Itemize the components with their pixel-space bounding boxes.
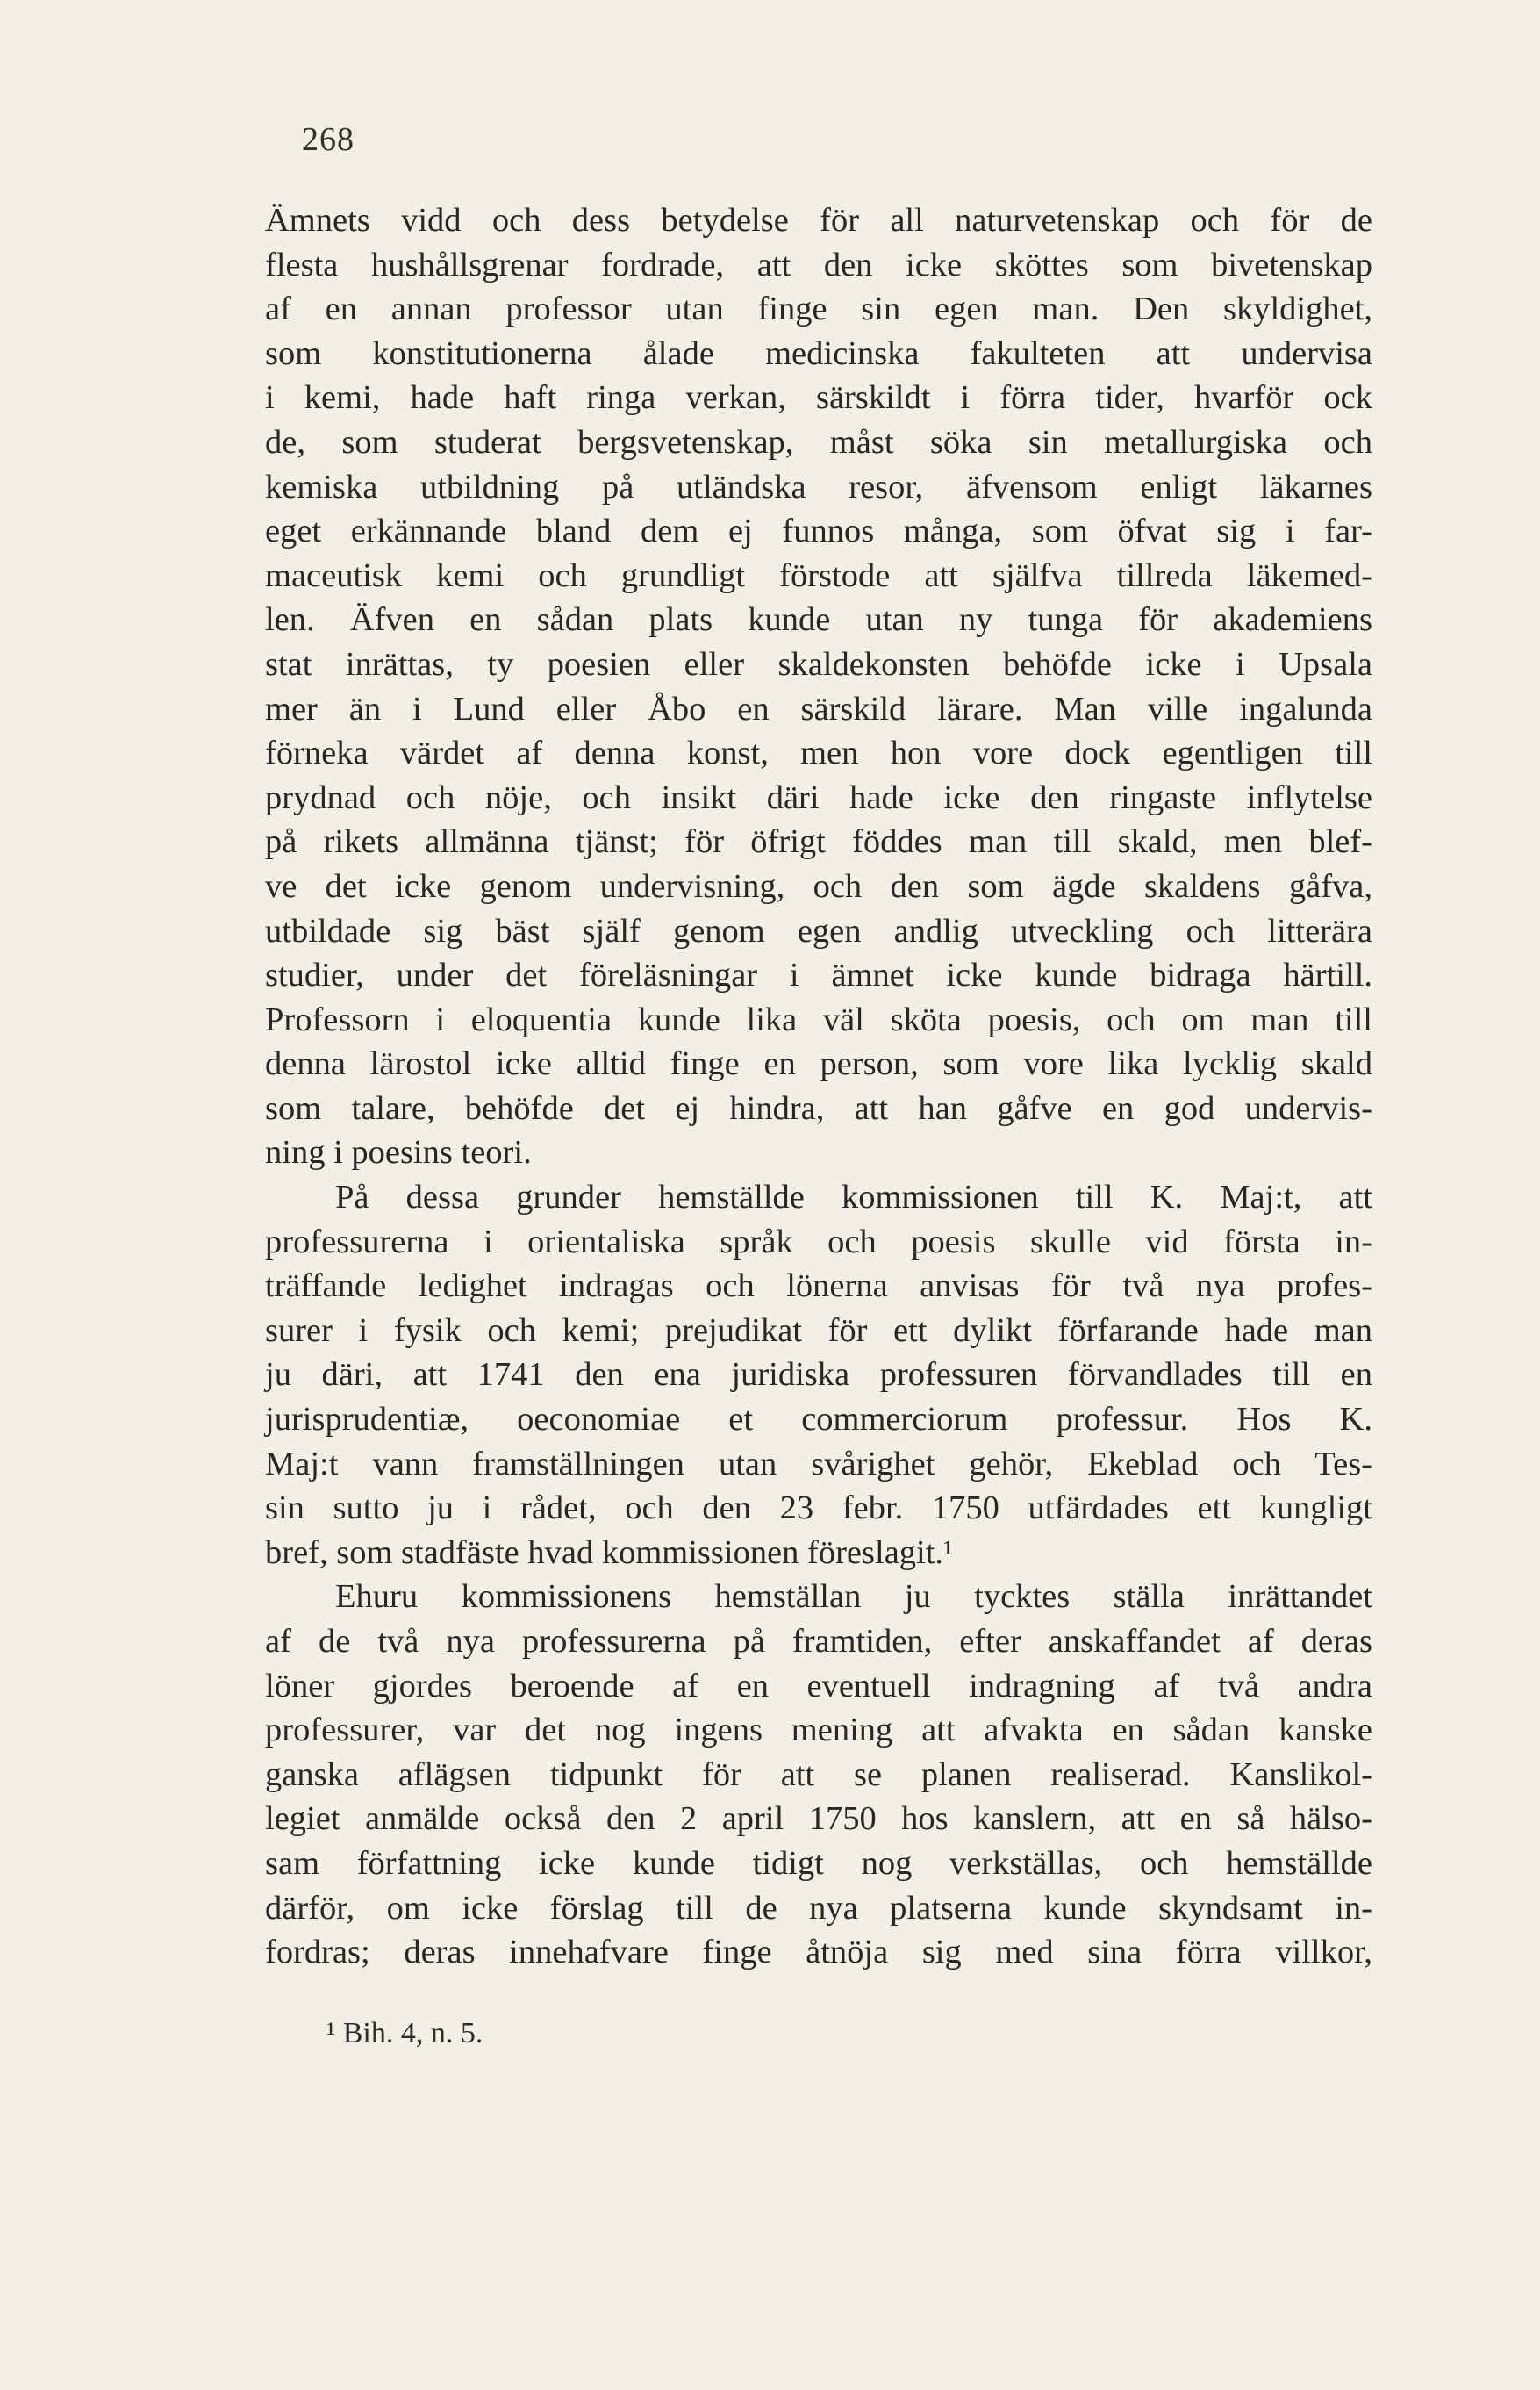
text-line: bref, som stadfäste hvad kommissionen föreslagit.¹: [265, 1533, 954, 1571]
text-line: som talare, behöfde det ej hindra, att han gåfve en god undervis-: [265, 1089, 1372, 1127]
text-line: sin sutto ju i rådet, och den 23 febr. 1750 utfärdades ett kungligt: [265, 1489, 1372, 1527]
text-line: Ehuru kommissionens hemställan ju tycktes ställa inrättandet: [335, 1578, 1372, 1616]
text-line: surer i fysik och kemi; prejudikat för ett dylikt förfarande hade man: [265, 1311, 1372, 1349]
text-line: jurisprudentiæ, oeconomiae et commerciorum professur. Hos K.: [265, 1401, 1372, 1439]
text-line: eget erkännande bland dem ej funnos många, som öfvat sig i far-: [265, 513, 1372, 550]
text-line: Professorn i eloquentia kunde lika väl sköta poesis, och om man till: [265, 1001, 1372, 1038]
text-line: kemiska utbildning på utländska resor, äfvensom enligt läkarnes: [265, 468, 1372, 506]
text-line: stat inrättas, ty poesien eller skaldekonsten behöfde icke i Upsala: [265, 645, 1372, 683]
text-line: studier, under det föreläsningar i ämnet icke kunde bidraga härtill.: [265, 957, 1372, 994]
text-line: ning i poesins teori.: [265, 1134, 532, 1172]
text-line: som konstitutionerna ålade medicinska fakulteten att undervisa: [265, 334, 1372, 372]
page-number: 268: [302, 121, 355, 158]
text-line: mer än i Lund eller Åbo en särskild lärare. Man ville ingalunda: [265, 690, 1372, 728]
text-line: flesta hushållsgrenar fordrade, att den icke sköttes som bivetenskap: [265, 246, 1372, 283]
text-line: ganska aflägsen tidpunkt för att se planen realiserad. Kanslikol-: [265, 1755, 1372, 1793]
text-line: af de två nya professurerna på framtiden, efter anskaffandet af deras: [265, 1623, 1372, 1660]
text-line: prydnad och nöje, och insikt däri hade icke den ringaste inflytelse: [265, 779, 1372, 816]
text-line: löner gjordes beroende af en eventuell indragning af två andra: [265, 1667, 1372, 1705]
text-line: denna lärostol icke alltid finge en person, som vore lika lycklig skald: [265, 1045, 1372, 1083]
text-line: professurerna i orientaliska språk och poesis skulle vid första in-: [265, 1223, 1372, 1260]
text-line: maceutisk kemi och grundligt förstode att själfva tillreda läkemed-: [265, 556, 1372, 594]
text-line: i kemi, hade haft ringa verkan, särskildt i förra tider, hvarför ock: [265, 379, 1372, 417]
text-line: På dessa grunder hemställde kommissionen till K. Maj:t, att: [335, 1179, 1372, 1217]
text-line: legiet anmälde också den 2 april 1750 hos kanslern, att en så hälso-: [265, 1800, 1372, 1838]
text-line: len. Äfven en sådan plats kunde utan ny tunga för akademiens: [265, 601, 1372, 639]
text-line: ju däri, att 1741 den ena juridiska professuren förvandlades till en: [265, 1356, 1372, 1394]
text-line: de, som studerat bergsvetenskap, måst söka sin metallurgiska och: [265, 423, 1372, 461]
text-line: professurer, var det nog ingens mening att afvakta en sådan kanske: [265, 1712, 1372, 1749]
text-line: på rikets allmänna tjänst; för öfrigt föddes man till skald, men blef-: [265, 823, 1372, 861]
text-line: Maj:t vann framställningen utan svårighet gehör, Ekeblad och Tes-: [265, 1445, 1372, 1482]
footnote: ¹ Bih. 4, n. 5.: [326, 2017, 483, 2049]
text-line: ve det icke genom undervisning, och den som ägde skaldens gåfva,: [265, 867, 1372, 905]
text-line: Ämnets vidd och dess betydelse för all naturvetenskap och för de: [265, 202, 1372, 239]
text-line: sam författning icke kunde tidigt nog verkställas, och hemställde: [265, 1844, 1372, 1882]
text-line: därför, om icke förslag till de nya platserna kunde skyndsamt in-: [265, 1889, 1372, 1927]
text-line: fordras; deras innehafvare finge åtnöja sig med sina förra villkor,: [265, 1934, 1372, 1971]
text-line: träffande ledighet indragas och lönerna anvisas för två nya profes-: [265, 1267, 1372, 1305]
text-line: förneka värdet af denna konst, men hon vore dock egentligen till: [265, 735, 1372, 772]
body-text: [265, 198, 1372, 1975]
text-line: utbildade sig bäst själf genom egen andlig utveckling och litterära: [265, 912, 1372, 950]
text-line: af en annan professor utan finge sin egen man. Den skyldighet,: [265, 291, 1372, 328]
